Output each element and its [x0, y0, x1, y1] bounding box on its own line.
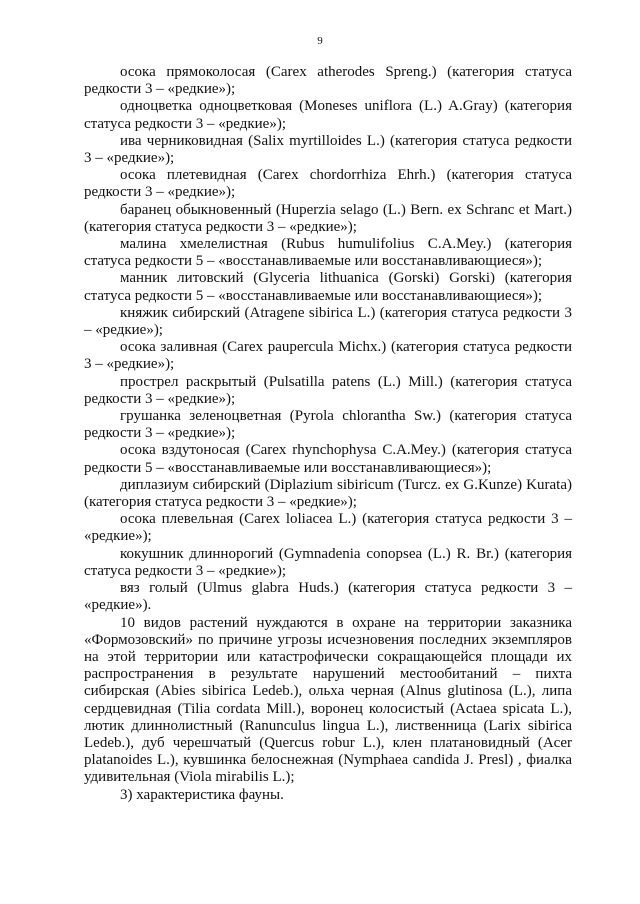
paragraph-carex-loliacea: осока плевельная (Carex loliacea L.) (категория статуса редкости 3 – «редкие»);: [84, 511, 572, 545]
paragraph-gymnadenia-conopsea: кокушник длиннорогий (Gymnadenia conopsea (L.) R. Br.) (категория статуса редкости 3 – «редкие»);: [84, 545, 572, 579]
paragraph-fauna-heading: 3) характеристика фауны.: [120, 786, 284, 803]
paragraph-huperzia-selago: баранец обыкновенный (Huperzia selago (L.) Bern. ex Schranc et Mart.) (категория статуса редкости 3 – «редкие»);: [84, 201, 572, 235]
paragraph-carex-rhynchophysa: осока вздутоносая (Carex rhynchophysa C.A.Mey.) (категория статуса редкости 5 – «восстанавливаемые или восстанавливающиеся»);: [84, 442, 572, 476]
page-number: 9: [317, 35, 323, 47]
paragraph-glyceria-lithuanica: манник литовский (Glyceria lithuanica (Gorski) Gorski) (категория статуса редкости 5 – «восстанавливаемые или восстанавливающиеся»);: [84, 270, 572, 304]
page-body: [84, 64, 572, 804]
paragraph-salix-myrtilloides: ива черниковидная (Salix myrtilloides L.) (категория статуса редкости 3 – «редкие»);: [84, 132, 572, 167]
paragraph-pulsatilla-patens: прострел раскрытый (Pulsatilla patens (L.) Mill.) (категория статуса редкости 3 – «редкие»);: [84, 373, 572, 407]
paragraph-ulmus-glabra: вяз голый (Ulmus glabra Huds.) (категория статуса редкости 3 – «редкие»).: [84, 580, 572, 614]
paragraph-protected-species-summary: 10 видов растений нуждаются в охране на территории заказника «Формозовский» по причине угрозы исчезновения последних экземпляров на этой территории или катастрофически сокращающейся площади их распространения в результате нарушений местообитаний – пихта сибирская (Abies sibirica Ledeb.), ольха черная (Alnus glutinosa (L.), липа сердцевидная (Tilia cordata Mill.), воронец колосистый (Actaea spicata L.), лютик длиннолистный (Ranunculus lingua L.), лиственница (Larix sibirica Ledeb.), дуб черешчатый (Quercus robur L.), клен платановидный (Acer platanoides L.), кувшинка белоснежная (Nymphaea candida J. Presl) , фиалка удивительная (Viola mirabilis L.);: [84, 614, 572, 786]
paragraph-carex-chordorrhiza: осока плетевидная (Carex chordorrhiza Ehrh.) (категория статуса редкости 3 – «редкие»);: [84, 167, 572, 201]
paragraph-carex-atherodes: осока прямоколосая (Carex atherodes Spreng.) (категория статуса редкости 3 – «редкие»);: [84, 64, 572, 98]
paragraph-diplazium-sibiricum: диплазиум сибирский (Diplazium sibiricum (Turcz. ex G.Kunze) Kurata) (категория статуса редкости 3 – «редкие»);: [84, 476, 572, 511]
paragraph-rubus-humulifolius: малина хмелелистная (Rubus humulifolius C.A.Mey.) (категория статуса редкости 5 – «восстанавливаемые или восстанавливающиеся»);: [84, 236, 572, 270]
paragraph-carex-paupercula: осока заливная (Carex paupercula Michx.) (категория статуса редкости 3 – «редкие»);: [84, 339, 572, 373]
paragraph-atragene-sibirica: княжик сибирский (Atragene sibirica L.) (категория статуса редкости 3 – «редкие»);: [84, 304, 572, 339]
paragraph-moneses-uniflora: одноцветка одноцветковая (Moneses uniflora (L.) A.Gray) (категория статуса редкости 3 – «редкие»);: [84, 98, 572, 132]
paragraph-pyrola-chlorantha: грушанка зеленоцветная (Pyrola chlorantha Sw.) (категория статуса редкости 3 – «редкие»);: [84, 408, 572, 442]
